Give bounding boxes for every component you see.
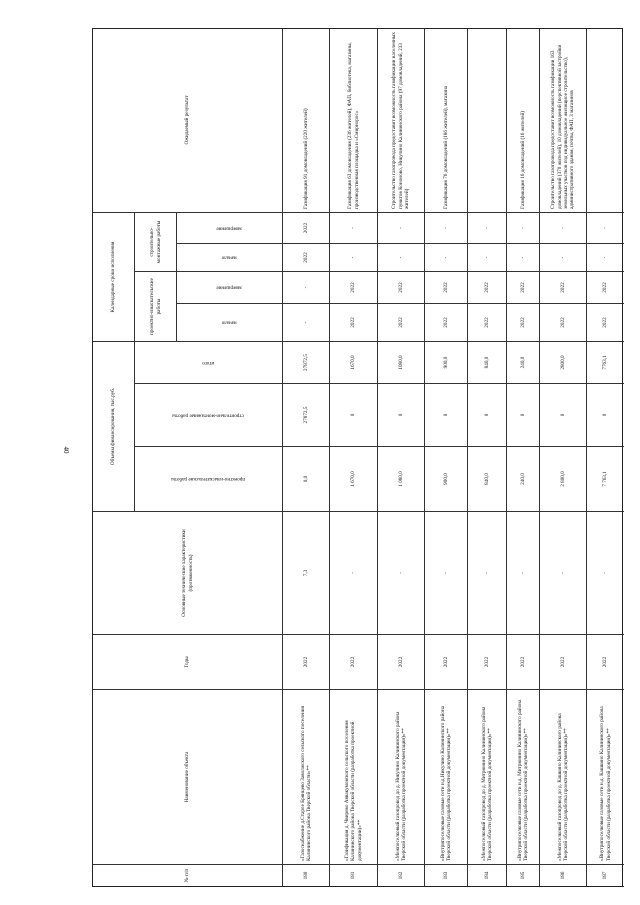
row-pir-start: 2022 [424, 304, 467, 342]
row-num: 187 [586, 865, 624, 887]
header-fin-total-text: итого [202, 359, 215, 366]
row-pir-end: 2022 [329, 272, 377, 304]
header-name: Наименование объекта [92, 690, 282, 865]
header-cal-design: проектно-изыскательские работы [134, 272, 176, 342]
row-smr-start: - [329, 244, 377, 272]
row-name: «Межпоселковый газопровод до д. Никулино Калининского района Тверской области (разработка проектной документации)»** [377, 690, 424, 865]
row-pir-end: 2022 [377, 272, 424, 304]
row-year: 2022 [424, 635, 467, 690]
row-num: 182 [377, 865, 424, 887]
row-fin-total: 840,0 [467, 342, 506, 384]
row-pir-start: 2022 [329, 304, 377, 342]
header-fin-design [134, 447, 282, 512]
row-fin-construct: 0 [467, 384, 506, 447]
row-year: 2022 [467, 635, 506, 690]
row-result: Газификация 16 домовладений (16 жителей) [506, 28, 539, 213]
row-pir-start: 2022 [506, 304, 539, 342]
row-smr-start: - [467, 244, 506, 272]
header-fin-design-text: проектно-изыскательские работы [171, 476, 246, 483]
row-fin-design: 900,0 [424, 447, 467, 512]
row-smr-end: - [539, 213, 586, 244]
row-fin-total: 27872,5 [282, 342, 329, 384]
row-fin-total: 7763,1 [586, 342, 624, 384]
row-tech: - [424, 512, 467, 635]
row-smr-end: - [506, 213, 539, 244]
rotated-page [92, 28, 623, 887]
row-smr-start: - [377, 244, 424, 272]
objects-table [92, 28, 623, 887]
row-fin-design: 1 080,0 [377, 447, 424, 512]
row-result [467, 28, 506, 213]
row-year: 2022 [586, 635, 624, 690]
header-fin-construct [134, 384, 282, 447]
row-fin-design: 1 670,0 [329, 447, 377, 512]
header-smr-end-text: завершение [216, 225, 243, 232]
row-name: «Межпоселковый газопровод до д. Кашкино Калининского района Тверской области (разработка проектной документации)»** [539, 690, 586, 865]
row-smr-start: - [506, 244, 539, 272]
row-pir-start: 2022 [539, 304, 586, 342]
header-fin-total [134, 342, 282, 384]
row-fin-construct: 0 [377, 384, 424, 447]
row-tech: - [506, 512, 539, 635]
row-result: Строительство газопровода предоставит возможность газификации населенных пунктов Кононово, Никулино Калининского района (97 домовладений, 233 жителей) [377, 28, 424, 213]
header-smr-start [176, 244, 282, 272]
header-smr-start-text: начало [221, 254, 238, 261]
row-fin-design: 240,0 [506, 447, 539, 512]
row-fin-design: 0,0 [282, 447, 329, 512]
row-year: 2022 [377, 635, 424, 690]
row-smr-start: - [539, 244, 586, 272]
header-num: № п/п [92, 865, 282, 887]
row-num: 184 [467, 865, 506, 887]
row-smr-start: - [424, 244, 467, 272]
row-smr-end: - [586, 213, 624, 244]
row-tech: - [377, 512, 424, 635]
header-cal-construct: строительно-монтажные работы [134, 213, 176, 272]
row-smr-start: 2022 [282, 244, 329, 272]
row-pir-start: 2022 [586, 304, 624, 342]
header-fin-construct-text: строительно-монтажные работы [172, 412, 245, 419]
row-pir-end: 2022 [506, 272, 539, 304]
row-smr-end: - [377, 213, 424, 244]
row-fin-construct: 27872,5 [282, 384, 329, 447]
row-result: Газификация 76 домовладений (186 жителей), магазина [424, 28, 467, 213]
row-pir-end: 2022 [539, 272, 586, 304]
row-result [586, 28, 624, 213]
row-smr-end: - [467, 213, 506, 244]
row-name: «Внутрипоселковые газовые сети н.д. Кашкино Калининского района Тверской области (разработка проектной документации)»** [586, 690, 624, 865]
row-smr-end: - [329, 213, 377, 244]
row-fin-construct: 0 [329, 384, 377, 447]
row-fin-construct: 0 [586, 384, 624, 447]
row-year: 2022 [539, 635, 586, 690]
row-fin-construct: 0 [424, 384, 467, 447]
header-pir-start [176, 304, 282, 342]
row-tech: - [539, 512, 586, 635]
row-name: «Газификация д. Чвирево Аввакумовского сельского поселения Калининского района Тверской области (разработка проектной документации)»** [329, 690, 377, 865]
row-fin-design: 2 800,0 [539, 447, 586, 512]
row-name: «Межпоселковый газопровод до д. Митрюнино Калининского района Тверской области (разработка проектной документации)»** [467, 690, 506, 865]
row-pir-end: 2022 [424, 272, 467, 304]
row-fin-design: 840,0 [467, 447, 506, 512]
row-pir-end: 2022 [467, 272, 506, 304]
header-pir-end-text: завершение [216, 284, 243, 291]
row-year: 2022 [506, 635, 539, 690]
row-pir-start: 2022 [467, 304, 506, 342]
row-fin-design: 7 763,1 [586, 447, 624, 512]
header-pir-start-text: начало [221, 319, 238, 326]
row-smr-end: - [424, 213, 467, 244]
row-pir-start: - [282, 304, 329, 342]
header-tech: Основные технические характеристики (протяженность) [92, 512, 282, 635]
row-tech: 7,3 [282, 512, 329, 635]
row-fin-construct: 0 [539, 384, 586, 447]
row-tech: - [467, 512, 506, 635]
row-name: «Внутрипоселковые газовые сети н.д.Никулино Калининского района Тверской области (разработка проектной документации)»** [424, 690, 467, 865]
header-pir-end [176, 272, 282, 304]
row-fin-total: 2800,0 [539, 342, 586, 384]
row-fin-total: 900,0 [424, 342, 467, 384]
row-pir-end: - [282, 272, 329, 304]
header-calendar: Календарные сроки исполнения [92, 213, 134, 342]
row-num: 186 [539, 865, 586, 887]
row-year: 2022 [282, 635, 329, 690]
row-fin-total: 1080,0 [377, 342, 424, 384]
row-num: 180 [282, 865, 329, 887]
row-num: 185 [506, 865, 539, 887]
row-num: 181 [329, 865, 377, 887]
row-pir-start: 2022 [377, 304, 424, 342]
row-result: Газификация 91 домовладений (220 жителей) [282, 28, 329, 213]
page-number: 40 [62, 446, 70, 454]
row-name: «Газоснабжение д.Старое Брянцево Заволжского сельского поселения Калининского района Тверской области»** [282, 690, 329, 865]
row-fin-construct: 0 [506, 384, 539, 447]
header-smr-end [176, 213, 282, 244]
row-fin-total: 240,0 [506, 342, 539, 384]
row-num: 183 [424, 865, 467, 887]
row-year: 2022 [329, 635, 377, 690]
row-result: Газификация 63 домовладения (236 жителей), ФАП, библиотека, магазины, производственная площадка и «Смирнорос» [329, 28, 377, 213]
row-name: «Внутрипоселковые газовые сети н.д. Митрюнино Калининского района Тверской области (разработка проектной документации)»** [506, 690, 539, 865]
row-smr-end: 2022 [282, 213, 329, 244]
header-result: Ожидаемый результат [92, 28, 282, 213]
row-pir-end: 2022 [586, 272, 624, 304]
row-result: Строительство газопровода предоставит возможность газификации 163 домовладений (370 жителей), 10 домовладений (перспективной застройки земельных участков под индивидуальное жилищное строительство), административного здания, почты, ФАП, 3 магазинов [539, 28, 586, 213]
row-tech: - [329, 512, 377, 635]
row-tech: - [586, 512, 624, 635]
row-fin-total: 1670,0 [329, 342, 377, 384]
row-smr-start: - [586, 244, 624, 272]
header-finance: Объемы финансирования, тыс.руб. [92, 342, 134, 512]
header-years: Годы [92, 635, 282, 690]
